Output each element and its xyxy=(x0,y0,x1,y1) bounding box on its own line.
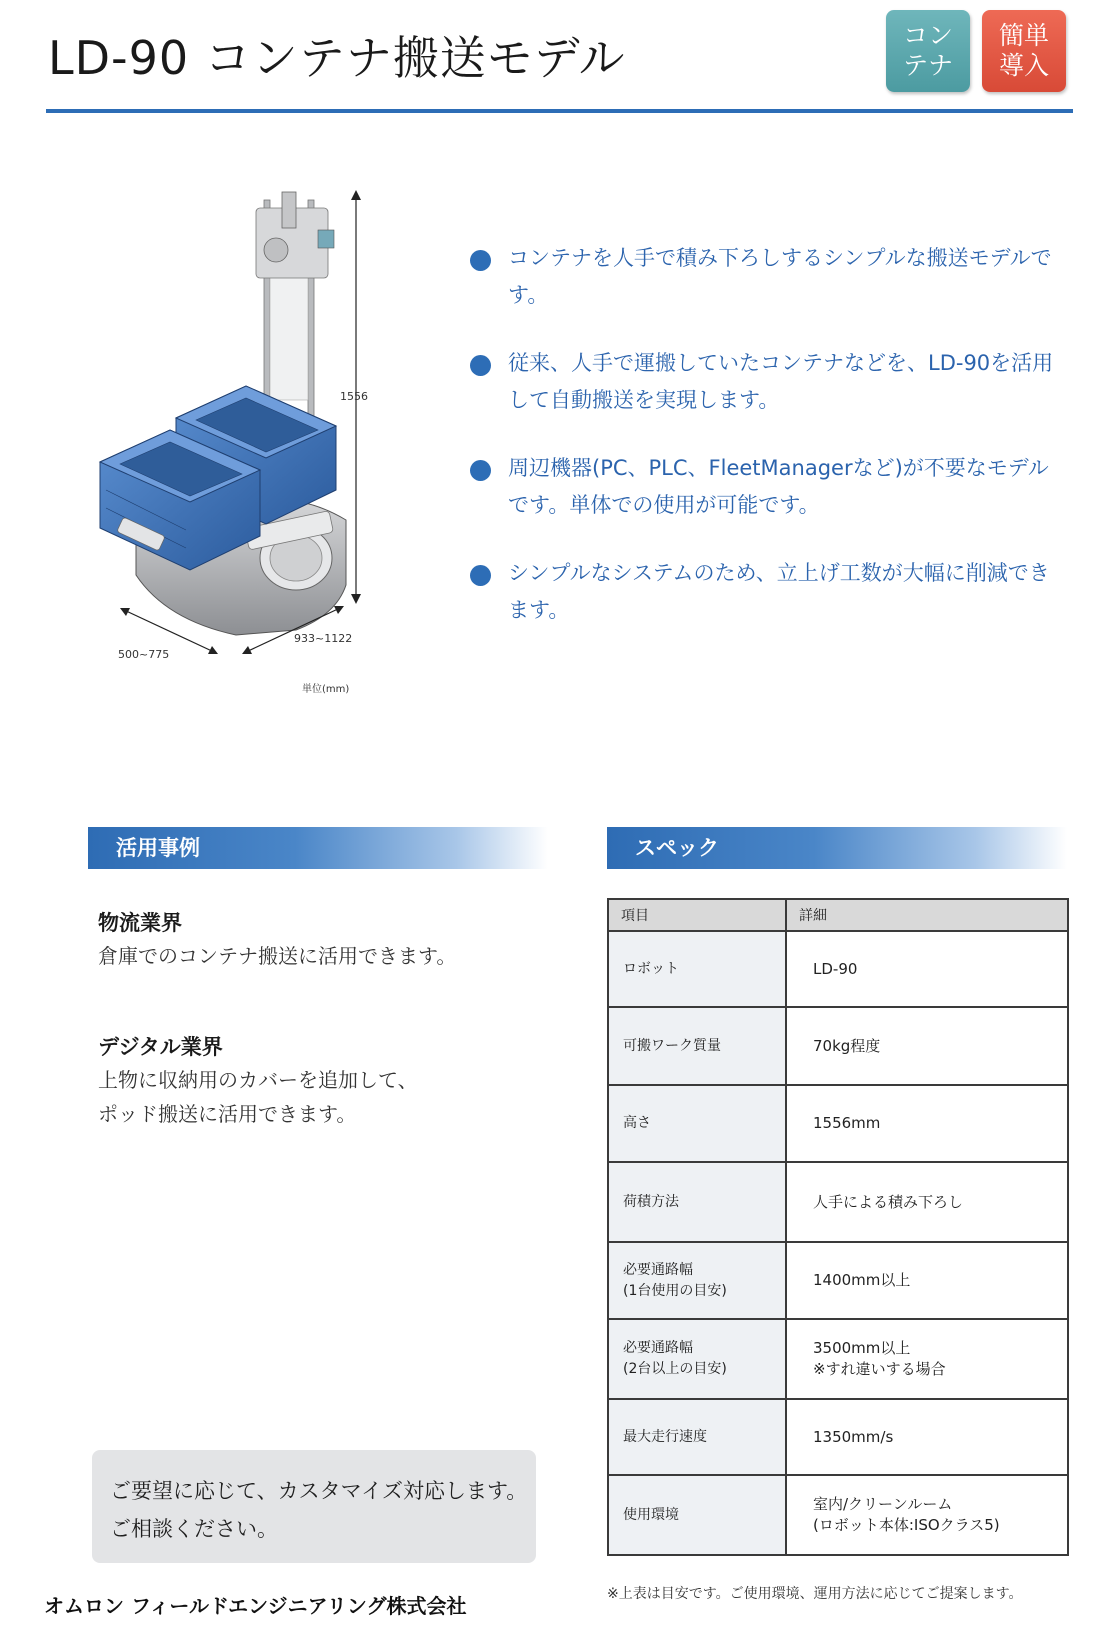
usecase-title: デジタル業界 xyxy=(98,1035,223,1059)
company-name: オムロン フィールドエンジニアリング株式会社 xyxy=(44,1594,467,1618)
spec-detail: 1556mm xyxy=(786,1085,1068,1162)
feature-text: シンプルなシステムのため、立上げ工数が大幅に削減できます。 xyxy=(508,561,1050,622)
usecase-body-line: 上物に収納用のカバーを追加して、 xyxy=(98,1068,418,1092)
spec-item: 使用環境 xyxy=(608,1475,786,1555)
customize-line: ご相談ください。 xyxy=(110,1517,278,1541)
spec-table xyxy=(607,898,1069,1556)
spec-col-detail: 詳細 xyxy=(786,899,1068,931)
spec-detail: 1350mm/s xyxy=(786,1399,1068,1475)
dim-length-label: 933~1122 xyxy=(294,632,353,645)
customize-callout xyxy=(92,1450,536,1563)
table-row xyxy=(608,1007,1068,1085)
spec-table-note: ※上表は目安です。ご使用環境、運用方法に応じてご提案します。 xyxy=(607,1586,1023,1602)
usecase-heading: 活用事例 xyxy=(88,827,548,869)
spec-item: 最大走行速度 xyxy=(608,1399,786,1475)
feature-text: 従来、人手で運搬していたコンテナなどを、LD-90を活用して自動搬送を実現します。 xyxy=(508,351,1054,412)
badge-container xyxy=(886,10,970,92)
robot-mast xyxy=(256,192,334,420)
feature-item xyxy=(468,450,1068,524)
spec-item: 可搬ワーク質量 xyxy=(608,1007,786,1085)
title-rule xyxy=(46,109,1073,113)
spec-item: 必要通路幅 (2台以上の目安) xyxy=(608,1319,786,1399)
table-row xyxy=(608,1399,1068,1475)
table-row xyxy=(608,1162,1068,1242)
spec-detail: 人手による積み下ろし xyxy=(786,1162,1068,1242)
bullet-dot-icon xyxy=(470,250,491,271)
unit-label: 単位(mm) xyxy=(302,684,350,695)
spec-item: 高さ xyxy=(608,1085,786,1162)
bullet-dot-icon xyxy=(470,460,491,481)
spec-header-row xyxy=(608,899,1068,931)
dim-width-label: 500~775 xyxy=(118,648,170,661)
spec-heading: スペック xyxy=(607,827,1067,869)
usecase-body-line: ポッド搬送に活用できます。 xyxy=(98,1102,357,1126)
badge-easy-introduction xyxy=(982,10,1066,92)
spec-detail: 3500mm以上 ※すれ違いする場合 xyxy=(786,1319,1068,1399)
spec-detail: 室内/クリーンルーム (ロボット本体:ISOクラス5) xyxy=(786,1475,1068,1555)
page-title: LD-90 コンテナ搬送モデル xyxy=(48,31,626,85)
feature-list xyxy=(468,240,1068,660)
badge-easy-label: 簡単導入 xyxy=(998,21,1049,80)
spec-detail: 70kg程度 xyxy=(786,1007,1068,1085)
bullet-dot-icon xyxy=(470,355,491,376)
spec-detail: LD-90 xyxy=(786,931,1068,1007)
badge-container-label: コンテナ xyxy=(902,21,953,80)
feature-item xyxy=(468,345,1068,419)
table-row xyxy=(608,1242,1068,1319)
bullet-dot-icon xyxy=(470,565,491,586)
robot-illustration xyxy=(96,190,396,730)
table-row xyxy=(608,931,1068,1007)
usecase-logistics xyxy=(98,907,538,973)
spec-col-item: 項目 xyxy=(608,899,786,931)
feature-item xyxy=(468,240,1068,314)
usecase-title: 物流業界 xyxy=(98,911,182,935)
feature-text: 周辺機器(PC、PLC、FleetManagerなど)が不要なモデルです。単体での使用が可能です。 xyxy=(508,456,1049,517)
customize-line: ご要望に応じて、カスタマイズ対応します。 xyxy=(110,1479,528,1503)
feature-item xyxy=(468,555,1068,629)
spec-item: 荷積方法 xyxy=(608,1162,786,1242)
usecase-body: 倉庫でのコンテナ搬送に活用できます。 xyxy=(98,944,457,968)
table-row xyxy=(608,1085,1068,1162)
spec-item: ロボット xyxy=(608,931,786,1007)
table-row xyxy=(608,1475,1068,1555)
usecase-digital xyxy=(98,1031,538,1131)
table-row xyxy=(608,1319,1068,1399)
dim-height-label: 1556 xyxy=(340,390,368,403)
feature-text: コンテナを人手で積み下ろしするシンプルな搬送モデルです。 xyxy=(508,246,1052,307)
spec-item: 必要通路幅 (1台使用の目安) xyxy=(608,1242,786,1319)
spec-detail: 1400mm以上 xyxy=(786,1242,1068,1319)
